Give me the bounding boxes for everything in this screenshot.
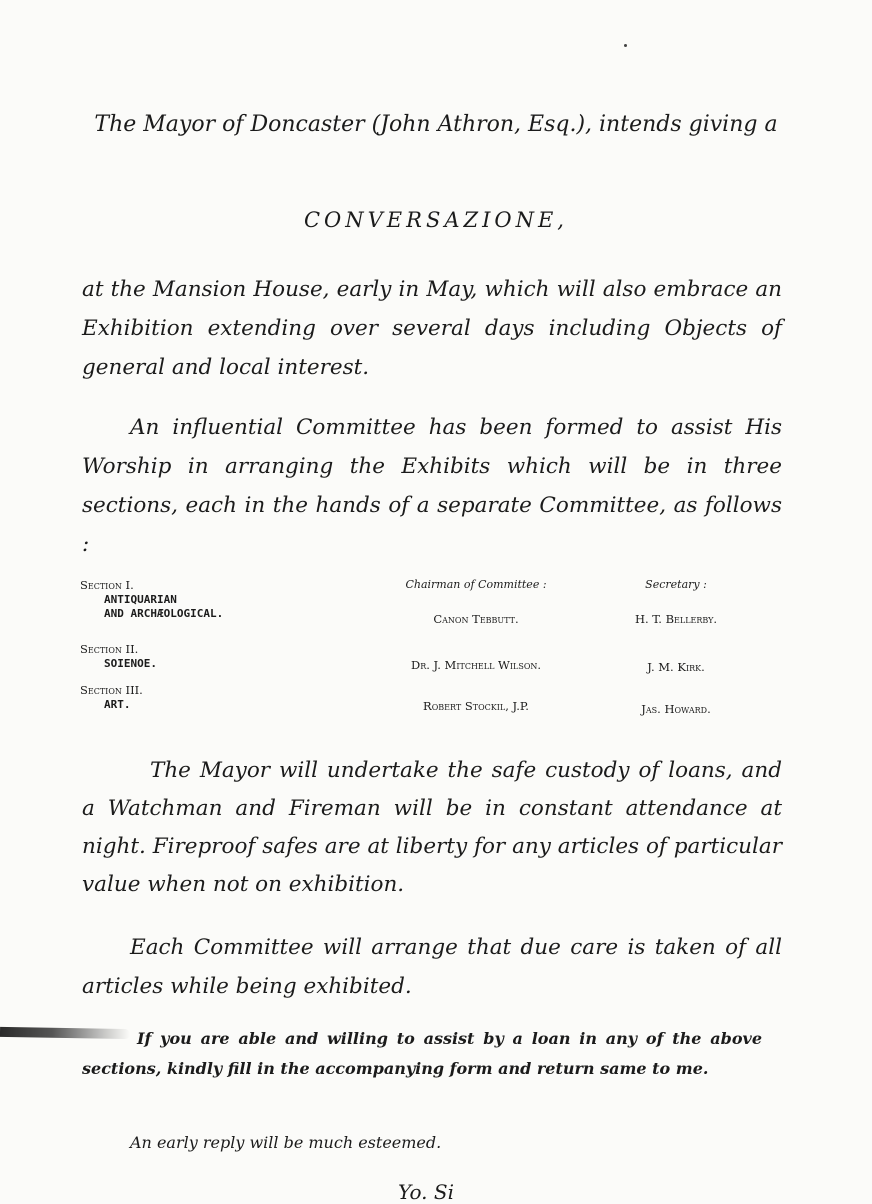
- reply-paragraph: An early reply will be much esteemed.: [130, 1133, 442, 1152]
- closing-salutation: Yo. Si: [398, 1180, 454, 1204]
- section-title-line: ANTIQUARIAN: [104, 593, 177, 606]
- secretary-name: H. T. Bellerby.: [634, 612, 718, 626]
- section-number: Section I.: [80, 578, 134, 592]
- secretary-header: Secretary :: [645, 578, 707, 591]
- chairman-header: Chairman of Committee :: [405, 578, 547, 591]
- section-title: SOIENOE.: [104, 657, 157, 670]
- secretary-name: Jas. Howard.: [641, 702, 711, 716]
- section-title: [104, 593, 223, 621]
- paper-speck: [624, 44, 627, 47]
- care-paragraph: Each Committee will arrange that due care is taken of all articles while being exhibited.: [82, 935, 782, 999]
- custody-paragraph: The Mayor will undertake the safe custody of loans, and a Watchman and Fireman will be in constant attendance at night. Fireproof safes are at liberty for any articles of particular value when not on exhibition.: [82, 758, 782, 897]
- heading: The Mayor of Doncaster (John Athron, Esq.), intends giving a: [94, 112, 778, 137]
- section-number: Section II.: [80, 642, 139, 656]
- loan-paragraph: If you are able and willing to assist by a loan in any of the above sections, kindly fill in the accompanying form and return same to me.: [82, 1029, 762, 1078]
- chairman-name: Dr. J. Mitchell Wilson.: [410, 658, 542, 672]
- secretary-name: J. M. Kirk.: [647, 660, 705, 674]
- chairman-name: Robert Stockil, J.P.: [423, 699, 529, 713]
- intro-paragraph: at the Mansion House, early in May, which will also embrace an Exhibition extending over several days including Objects of general and local interest.: [82, 277, 782, 380]
- committee-paragraph: An influential Committee has been formed to assist His Worship in arranging the Exhibits which will be in three sections, each in the hands of a separate Committee, as follows :: [82, 415, 782, 557]
- table-row: [80, 630, 760, 673]
- section-title: ART.: [104, 698, 131, 711]
- sections-table: [80, 578, 760, 725]
- chairman-name: Canon Tebbutt.: [433, 612, 519, 626]
- section-title-line: AND ARCHÆOLOGICAL.: [104, 607, 224, 620]
- conversazione-title: CONVERSAZIONE,: [303, 208, 568, 232]
- section-number: Section III.: [80, 683, 143, 697]
- table-row: [80, 578, 760, 630]
- table-row: [80, 673, 760, 725]
